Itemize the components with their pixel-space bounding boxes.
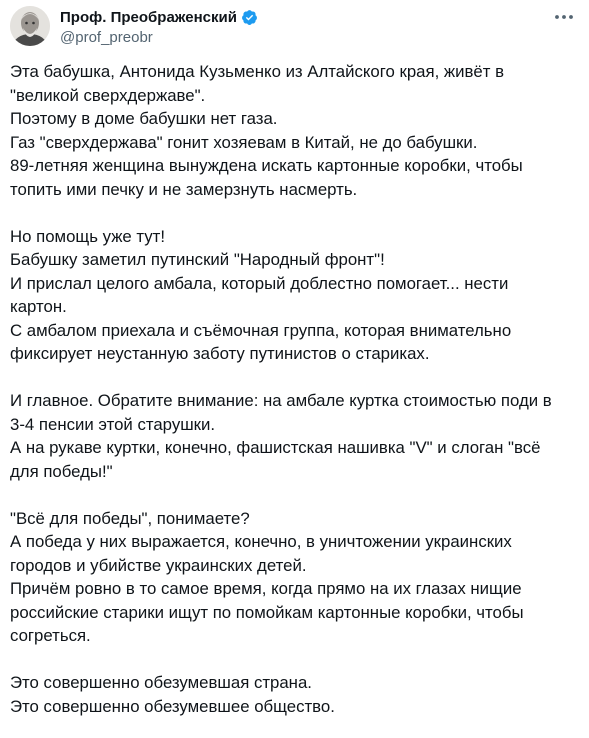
tweet-header	[0, 0, 589, 56]
tweet-text-line: С амбалом приехала и съёмочная группа, которая внимательно	[10, 320, 512, 340]
tweet-text-line: Это совершенно обезумевшее общество.	[10, 696, 335, 716]
tweet-text-line: И прислал целого амбала, который доблестно помогает... нести	[10, 273, 509, 293]
tweet-text-line: фиксирует неустанную заботу путинистов о стариках.	[10, 344, 430, 363]
tweet-text-line: Причём ровно в то самое время, когда прямо на их глазах нищие	[10, 579, 522, 598]
tweet-text-line	[10, 648, 585, 672]
tweet-text-line: картон.	[10, 297, 67, 316]
tweet-text-line: А на рукаве куртки, конечно, фашистская нашивка "V" и слоган "всё	[10, 438, 541, 457]
tweet-text-line	[10, 201, 585, 225]
tweet-text-line: топить ими печку и не замерзнуть насмерть.	[10, 179, 358, 199]
verified-badge-icon	[241, 9, 258, 26]
tweet-text-line: для победы!"	[10, 461, 113, 481]
tweet-text-line	[10, 483, 585, 507]
tweet-text-line	[10, 366, 585, 390]
tweet-text-line: И главное. Обратите внимание: на амбале куртка стоимостью поди в	[10, 391, 552, 410]
author-name[interactable]: Проф. Преображенский	[60, 8, 237, 26]
tweet-text-line: согреться.	[10, 626, 91, 645]
tweet-text-line: Газ "сверхдержава" гонит хозяевам в Китай, не до бабушки.	[10, 132, 478, 152]
tweet-text-line: Поэтому в доме бабушки нет газа.	[10, 109, 278, 128]
tweet-text-line: Но помощь уже тут!	[10, 226, 166, 246]
author-handle[interactable]: @prof_preobr	[60, 29, 153, 46]
tweet-text	[10, 60, 585, 718]
avatar[interactable]	[10, 6, 50, 46]
tweet-text-line: А победа у них выражается, конечно, в уничтожении украинских	[10, 532, 512, 551]
tweet-text-line: 89-летняя женщина вынуждена искать картонные коробки, чтобы	[10, 156, 523, 175]
more-dots-icon	[553, 6, 575, 28]
portrait-avatar-icon	[10, 6, 50, 46]
more-options-button[interactable]	[553, 6, 575, 28]
tweet-text-line: российские старики ищут по помойкам картонные коробки, чтобы	[10, 602, 524, 622]
tweet-text-line: 3-4 пенсии этой старушки.	[10, 414, 216, 434]
tweet-text-line: "Всё для победы", понимаете?	[10, 508, 250, 528]
author-name-row	[60, 7, 258, 27]
tweet-text-line: "великой сверхдержаве".	[10, 85, 206, 105]
tweet-text-line: Это совершенно обезумевшая страна.	[10, 673, 312, 692]
tweet-text-line: Эта бабушка, Антонида Кузьменко из Алтайского края, живёт в	[10, 62, 505, 81]
tweet-text-line: Бабушку заметил путинский "Народный фронт"!	[10, 250, 385, 269]
tweet-text-line: городов и убийстве украинских детей.	[10, 555, 307, 575]
